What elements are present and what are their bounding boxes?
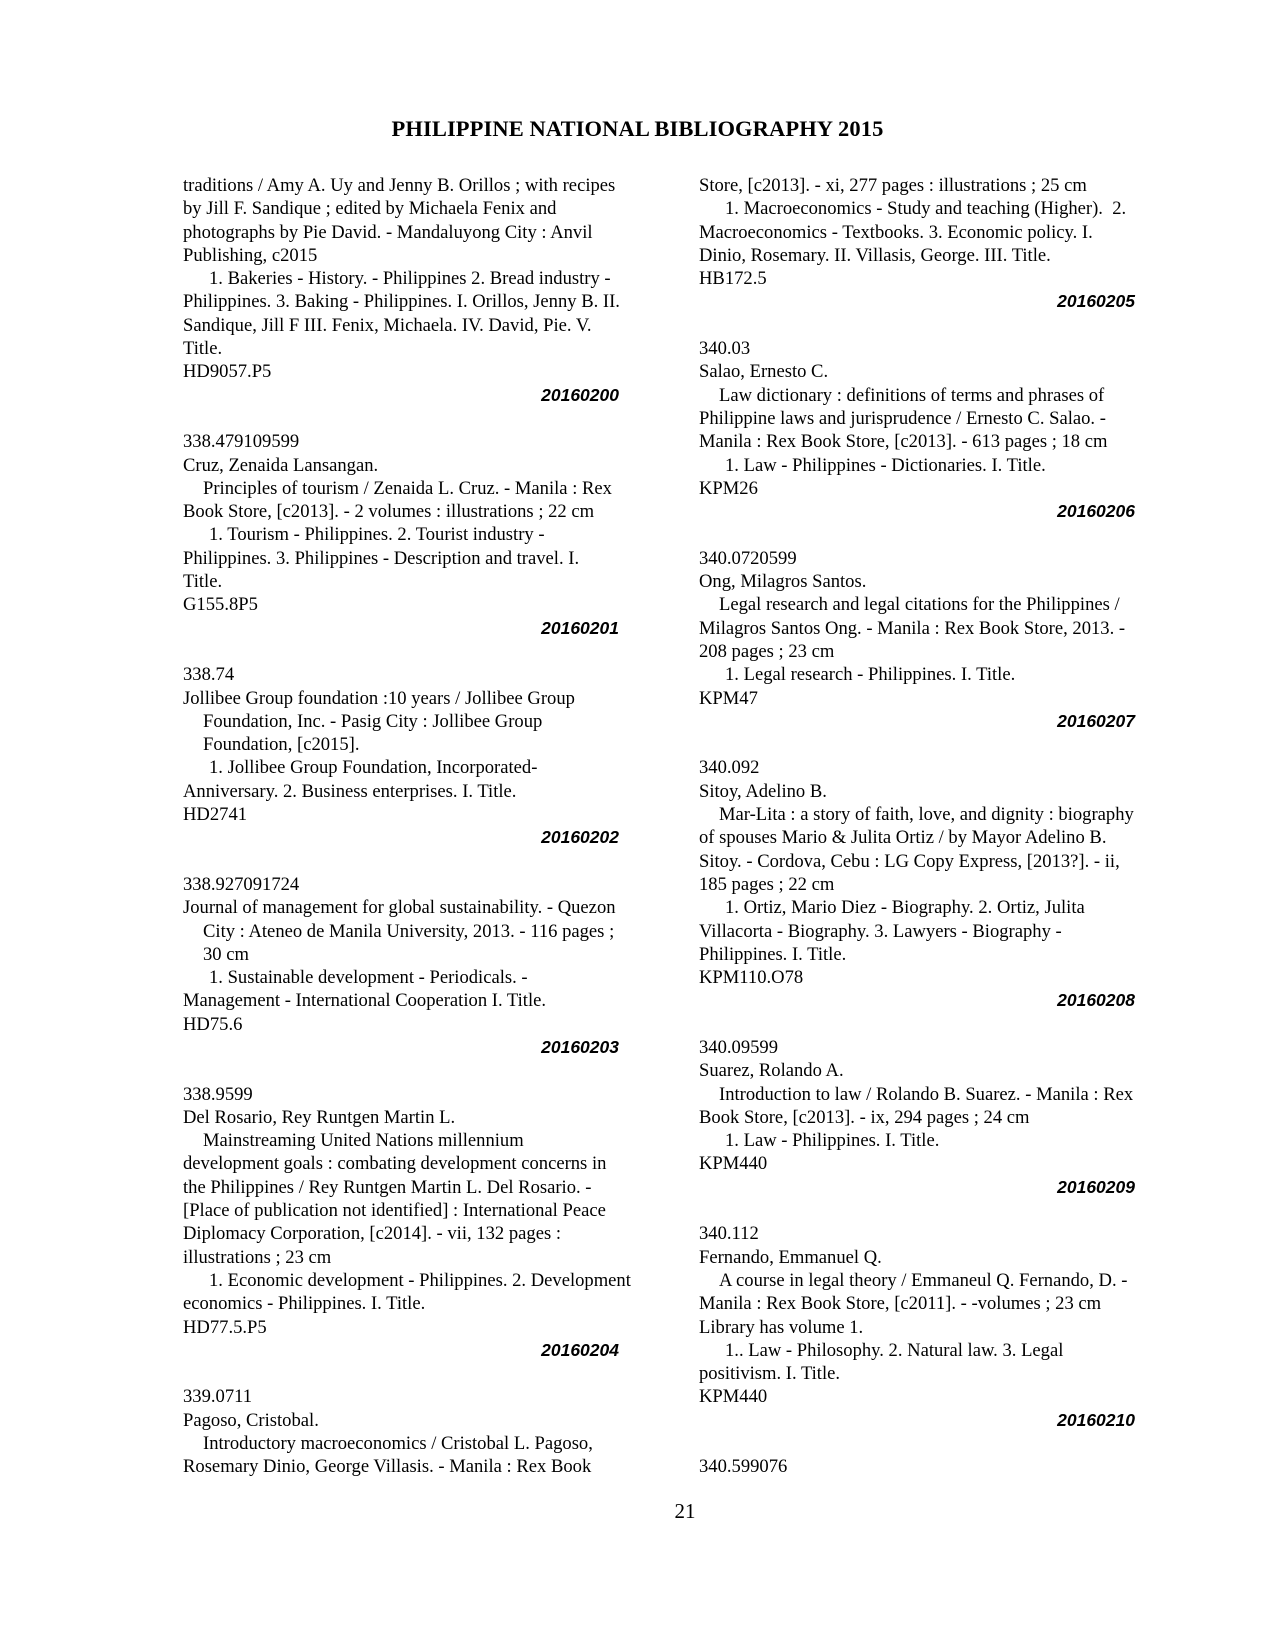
subject-line: Title. xyxy=(183,571,223,593)
subject-line: 1. Legal research - Philippines. I. Title. xyxy=(725,664,1016,686)
call-number: 338.9599 xyxy=(183,1083,253,1105)
title-statement-line: Book Store, [c2013]. - 2 volumes : illustrations ; 22 cm xyxy=(183,501,595,523)
title-statement-line: of spouses Mario & Julita Ortiz / by Mayor Adelino B. xyxy=(699,827,1107,849)
title-statement-line: Mar-Lita : a story of faith, love, and dignity : biography xyxy=(719,804,1134,826)
subject-line: Dinio, Rosemary. II. Villasis, George. III. Title. xyxy=(699,244,1051,266)
bibliographic-entry xyxy=(183,1385,675,1478)
title-statement-line: Library has volume 1. xyxy=(699,1316,864,1338)
bibliographic-entry xyxy=(699,174,1191,314)
subject-line: 1. Law - Philippines - Dictionaries. I. Title. xyxy=(725,454,1046,476)
lc-class-number: HD77.5.P5 xyxy=(183,1316,267,1338)
subject-line: Villacorta - Biography. 3. Lawyers - Biography - xyxy=(699,920,1062,942)
title-statement-line: [Place of publication not identified] : International Peace xyxy=(183,1200,606,1222)
lc-class-number: KPM440 xyxy=(699,1386,768,1408)
subject-line: 1.. Law - Philosophy. 2. Natural law. 3. Legal xyxy=(725,1339,1064,1361)
call-number: 338.74 xyxy=(183,664,235,686)
bibliographic-entry xyxy=(183,663,675,849)
author-name: Salao, Ernesto C. xyxy=(699,361,829,383)
lc-class-number: KPM26 xyxy=(699,477,758,499)
bibliographic-entry xyxy=(699,337,1191,523)
control-number: 20160210 xyxy=(1057,1409,1135,1430)
control-number: 20160203 xyxy=(541,1036,619,1057)
title-statement-line: Sitoy. - Cordova, Cebu : LG Copy Express, [2013?]. - ii, xyxy=(699,850,1120,872)
bibliographic-entry xyxy=(699,547,1191,733)
bibliographic-entry xyxy=(183,873,675,1059)
title-statement-line: Mainstreaming United Nations millennium xyxy=(203,1130,524,1152)
subject-line: Philippines. I. Title. xyxy=(699,943,847,965)
control-number: 20160202 xyxy=(541,827,619,848)
right-column xyxy=(699,174,1191,1502)
control-number: 20160201 xyxy=(541,617,619,638)
subject-line: 1. Ortiz, Mario Diez - Biography. 2. Ortiz, Julita xyxy=(725,897,1085,919)
call-number: 340.599076 xyxy=(699,1456,788,1478)
lc-class-number: KPM440 xyxy=(699,1153,768,1175)
bibliographic-entry xyxy=(699,1222,1191,1432)
control-number: 20160205 xyxy=(1057,291,1135,312)
author-name: Cruz, Zenaida Lansangan. xyxy=(183,454,379,476)
subject-line: positivism. I. Title. xyxy=(699,1363,841,1385)
page-number: 21 xyxy=(674,1499,696,1523)
lc-class-number: HD9057.P5 xyxy=(183,361,272,383)
lc-class-number: HD2741 xyxy=(183,804,248,826)
author-name: Ong, Milagros Santos. xyxy=(699,571,867,593)
title-statement-line: Store, [c2013]. - xi, 277 pages : illustrations ; 25 cm xyxy=(699,175,1087,196)
bibliographic-entry xyxy=(183,430,675,640)
title-statement-line: photographs by Pie David. - Mandaluyong City : Anvil xyxy=(183,221,593,243)
call-number: 340.0720599 xyxy=(699,547,797,569)
lc-class-number: KPM110.O78 xyxy=(699,967,804,989)
title-statement-line: Introduction to law / Rolando B. Suarez. - Manila : Rex xyxy=(719,1083,1134,1105)
title-statement-line: Book Store, [c2013]. - ix, 294 pages ; 24 cm xyxy=(699,1106,1030,1128)
subject-line: 1. Macroeconomics - Study and teaching (Higher). 2. xyxy=(725,198,1127,220)
control-number: 20160209 xyxy=(1057,1176,1135,1197)
title-statement-line: illustrations ; 23 cm xyxy=(183,1246,332,1268)
lc-class-number: HB172.5 xyxy=(699,268,767,290)
bibliographic-entry xyxy=(699,756,1191,1012)
bibliographic-entry xyxy=(699,1036,1191,1199)
title-statement-line: Journal of management for global sustainability. - Quezon xyxy=(183,897,616,919)
subject-line: Macroeconomics - Textbooks. 3. Economic policy. I. xyxy=(699,221,1093,243)
author-name: Fernando, Emmanuel Q. xyxy=(699,1246,882,1268)
lc-class-number: HD75.6 xyxy=(183,1013,243,1035)
subject-line: Philippines. 3. Baking - Philippines. I. Orillos, Jenny B. II. xyxy=(183,291,620,313)
title-statement-line: Legal research and legal citations for the Philippines / xyxy=(719,594,1120,616)
call-number: 340.03 xyxy=(699,338,751,360)
control-number: 20160200 xyxy=(541,384,619,405)
subject-line: 1. Jollibee Group Foundation, Incorporated- xyxy=(209,757,538,779)
author-name: Pagoso, Cristobal. xyxy=(183,1409,319,1431)
subject-line: Sandique, Jill F III. Fenix, Michaela. IV. David, Pie. V. xyxy=(183,314,592,336)
title-statement-line: Diplomacy Corporation, [c2014]. - vii, 132 pages : xyxy=(183,1223,561,1245)
control-number: 20160204 xyxy=(541,1339,619,1360)
subject-line: 1. Economic development - Philippines. 2. Development xyxy=(209,1269,631,1291)
control-number: 20160208 xyxy=(1057,990,1135,1011)
title-statement-line: 208 pages ; 23 cm xyxy=(699,640,835,662)
author-name: Sitoy, Adelino B. xyxy=(699,780,827,802)
call-number: 340.112 xyxy=(699,1223,759,1245)
title-statement-line: Principles of tourism / Zenaida L. Cruz. - Manila : Rex xyxy=(203,477,612,499)
subject-line: economics - Philippines. I. Title. xyxy=(183,1293,426,1315)
left-column xyxy=(183,174,675,1502)
call-number: 338.479109599 xyxy=(183,431,300,453)
title-statement-line: Philippine laws and jurisprudence / Ernesto C. Salao. - xyxy=(699,407,1106,429)
title-statement-line: by Jill F. Sandique ; edited by Michaela Fenix and xyxy=(183,198,557,220)
title-statement-line: traditions / Amy A. Uy and Jenny B. Orillos ; with recipes xyxy=(183,175,616,196)
title-statement-line: the Philippines / Rey Runtgen Martin L. Del Rosario. - xyxy=(183,1176,592,1198)
bibliographic-entry xyxy=(183,174,675,407)
title-statement-line: Manila : Rex Book Store, [c2011]. - -volumes ; 23 cm xyxy=(699,1293,1102,1315)
title-statement-line: Rosemary Dinio, George Villasis. - Manila : Rex Book xyxy=(183,1456,592,1478)
call-number: 340.092 xyxy=(699,757,760,779)
title-statement-line: Law dictionary : definitions of terms and phrases of xyxy=(719,384,1105,406)
call-number: 338.927091724 xyxy=(183,873,300,895)
call-number: 339.0711 xyxy=(183,1386,253,1408)
title-statement-line: Manila : Rex Book Store, [c2013]. - 613 pages ; 18 cm xyxy=(699,431,1108,453)
lc-class-number: G155.8P5 xyxy=(183,594,258,616)
title-statement-line: Publishing, c2015 xyxy=(183,244,318,266)
subject-line: 1. Bakeries - History. - Philippines 2. Bread industry - xyxy=(209,268,611,290)
title-statement-line: City : Ateneo de Manila University, 2013. - 116 pages ; xyxy=(203,920,615,942)
subject-line: 1. Sustainable development - Periodicals. - xyxy=(209,967,528,989)
subject-line: Anniversary. 2. Business enterprises. I. Title. xyxy=(183,780,517,802)
lc-class-number: KPM47 xyxy=(699,687,758,709)
title-statement-line: 185 pages ; 22 cm xyxy=(699,873,835,895)
author-name: Suarez, Rolando A. xyxy=(699,1060,844,1082)
title-statement-line: Foundation, Inc. - Pasig City : Jollibee Group xyxy=(203,710,543,732)
subject-line: 1. Tourism - Philippines. 2. Tourist industry - xyxy=(209,524,545,546)
author-name: Del Rosario, Rey Runtgen Martin L. xyxy=(183,1106,456,1128)
page-title: PHILIPPINE NATIONAL BIBLIOGRAPHY 2015 xyxy=(391,116,884,141)
subject-line: Philippines. 3. Philippines - Description and travel. I. xyxy=(183,547,580,569)
bibliographic-entry xyxy=(183,1083,675,1363)
title-statement-line: Foundation, [c2015]. xyxy=(203,734,360,756)
title-statement-line: A course in legal theory / Emmaneul Q. Fernando, D. - xyxy=(719,1269,1128,1291)
call-number: 340.09599 xyxy=(699,1036,779,1058)
subject-line: 1. Law - Philippines. I. Title. xyxy=(725,1130,940,1152)
title-statement-line: 30 cm xyxy=(203,943,249,965)
control-number: 20160206 xyxy=(1057,501,1135,522)
title-statement-line: development goals : combating development concerns in xyxy=(183,1153,607,1175)
title-statement-line: Jollibee Group foundation :10 years / Jollibee Group xyxy=(183,687,575,709)
bibliographic-entry xyxy=(699,1455,1191,1478)
control-number: 20160207 xyxy=(1057,710,1135,731)
title-statement-line: Introductory macroeconomics / Cristobal L. Pagoso, xyxy=(203,1433,593,1455)
title-statement-line: Milagros Santos Ong. - Manila : Rex Book Store, 2013. - xyxy=(699,617,1126,639)
subject-line: Title. xyxy=(183,338,223,360)
subject-line: Management - International Cooperation I. Title. xyxy=(183,990,547,1012)
